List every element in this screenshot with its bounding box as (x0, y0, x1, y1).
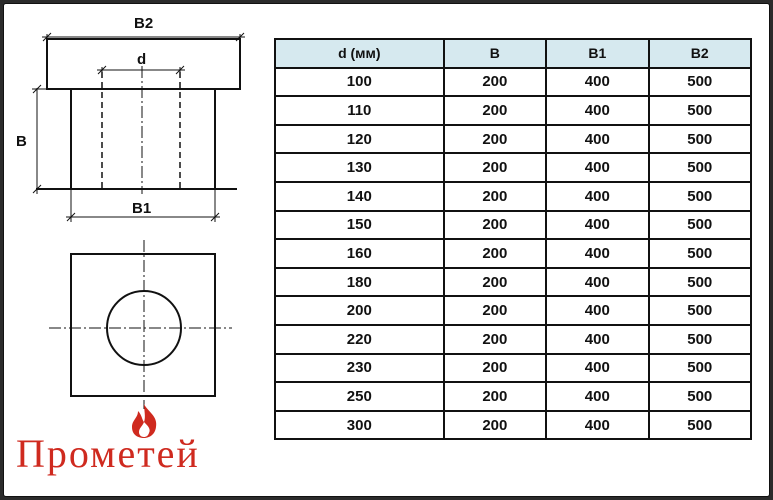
cell-b: 200 (444, 325, 546, 354)
cell-d: 230 (275, 354, 444, 383)
cell-b: 200 (444, 211, 546, 240)
cell-b1: 400 (546, 411, 648, 440)
col-header-d: d (мм) (275, 39, 444, 68)
cell-b1: 400 (546, 239, 648, 268)
cell-d: 110 (275, 96, 444, 125)
cell-b2: 500 (649, 296, 751, 325)
cell-b2: 500 (649, 325, 751, 354)
cell-b2: 500 (649, 153, 751, 182)
page-frame (3, 3, 770, 497)
cell-b: 200 (444, 239, 546, 268)
label-d: d (137, 51, 147, 68)
cell-d: 220 (275, 325, 444, 354)
table-row (275, 153, 751, 182)
table-row (275, 96, 751, 125)
cell-b: 200 (444, 411, 546, 440)
table-row (275, 296, 751, 325)
cell-d: 180 (275, 268, 444, 297)
cell-b1: 400 (546, 125, 648, 154)
label-b: B (16, 133, 27, 150)
table-row (275, 411, 751, 440)
cell-d: 120 (275, 125, 444, 154)
cell-b: 200 (444, 382, 546, 411)
table-row (275, 268, 751, 297)
cell-b1: 400 (546, 325, 648, 354)
cell-d: 160 (275, 239, 444, 268)
cell-b1: 400 (546, 96, 648, 125)
col-header-b: B (444, 39, 546, 68)
brand-logo: Прометей (16, 431, 200, 476)
table-row (275, 239, 751, 268)
cell-b2: 500 (649, 268, 751, 297)
dimensions-table (274, 38, 752, 440)
cell-b1: 400 (546, 296, 648, 325)
cell-d: 100 (275, 68, 444, 97)
cell-b1: 400 (546, 268, 648, 297)
table-row (275, 125, 751, 154)
cell-b1: 400 (546, 182, 648, 211)
col-header-b1: B1 (546, 39, 648, 68)
cell-d: 300 (275, 411, 444, 440)
label-b2: B2 (134, 15, 154, 32)
cell-b: 200 (444, 96, 546, 125)
cell-b2: 500 (649, 354, 751, 383)
col-header-b2: B2 (649, 39, 751, 68)
table-row (275, 211, 751, 240)
label-b1: B1 (132, 200, 152, 217)
cell-d: 250 (275, 382, 444, 411)
table-row (275, 68, 751, 97)
technical-drawing (4, 4, 274, 424)
table-row (275, 382, 751, 411)
cell-b: 200 (444, 68, 546, 97)
cell-b2: 500 (649, 239, 751, 268)
table-row (275, 182, 751, 211)
cell-d: 150 (275, 211, 444, 240)
cell-b2: 500 (649, 68, 751, 97)
cell-b2: 500 (649, 211, 751, 240)
cell-b2: 500 (649, 411, 751, 440)
table-row (275, 325, 751, 354)
table-header-row (275, 39, 751, 68)
cell-b1: 400 (546, 68, 648, 97)
cell-d: 130 (275, 153, 444, 182)
table-row (275, 354, 751, 383)
cell-d: 140 (275, 182, 444, 211)
cell-b: 200 (444, 153, 546, 182)
cell-b1: 400 (546, 354, 648, 383)
cell-b: 200 (444, 125, 546, 154)
cell-b: 200 (444, 182, 546, 211)
cell-b1: 400 (546, 153, 648, 182)
cell-b1: 400 (546, 211, 648, 240)
cell-b2: 500 (649, 96, 751, 125)
plan-square (71, 254, 215, 396)
cell-b2: 500 (649, 382, 751, 411)
cell-b2: 500 (649, 182, 751, 211)
cell-d: 200 (275, 296, 444, 325)
cell-b1: 400 (546, 382, 648, 411)
cell-b: 200 (444, 268, 546, 297)
cell-b: 200 (444, 296, 546, 325)
cell-b2: 500 (649, 125, 751, 154)
cell-b: 200 (444, 354, 546, 383)
